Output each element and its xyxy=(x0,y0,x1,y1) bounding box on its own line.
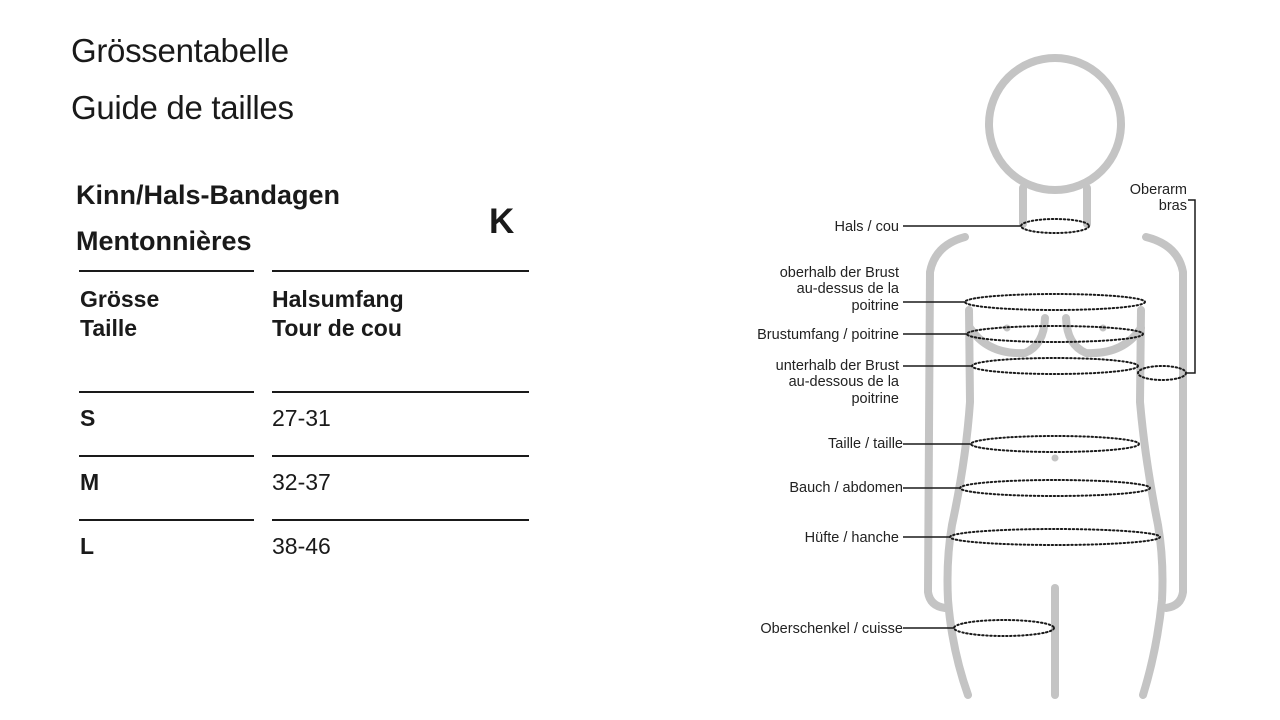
table-cell-range: 27-31 xyxy=(272,405,331,431)
label-above-bust-fr2: poitrine xyxy=(851,298,899,314)
label-under-bust-fr2: poitrine xyxy=(851,391,899,407)
table-cell-size: L xyxy=(80,533,95,559)
label-above-bust-de: oberhalb der Brust xyxy=(779,265,899,281)
product-name-fr: Mentonnières xyxy=(76,226,252,256)
label-hip: Hüfte / hanche xyxy=(804,530,899,546)
table-cell-range: 32-37 xyxy=(272,469,331,495)
body-silhouette xyxy=(928,58,1183,695)
label-above-bust-fr: au-dessus de la xyxy=(796,281,899,297)
label-neck: Hals / cou xyxy=(834,219,899,235)
label-belly: Bauch / abdomen xyxy=(789,480,903,496)
product-name-de: Kinn/Hals-Bandagen xyxy=(76,180,341,210)
table-cell-range: 38-46 xyxy=(272,533,331,559)
label-thigh: Oberschenkel / cuisse xyxy=(760,621,903,637)
measure-header-de: Halsumfang xyxy=(272,286,404,312)
size-header-de: Grösse xyxy=(80,286,160,312)
label-upper-arm-de: Oberarm xyxy=(1129,182,1187,198)
body-dots xyxy=(1004,325,1107,462)
measure-header-fr: Tour de cou xyxy=(272,315,402,341)
label-under-bust-de: unterhalb der Brust xyxy=(775,358,899,374)
label-bust: Brustumfang / poitrine xyxy=(757,327,899,343)
page-title-de: Grössentabelle xyxy=(71,32,289,69)
size-header-fr: Taille xyxy=(80,315,138,341)
table-cell-size: M xyxy=(80,469,100,495)
measurement-ellipses xyxy=(950,219,1186,636)
label-upper-arm-fr: bras xyxy=(1158,198,1187,214)
product-code: K xyxy=(489,202,515,241)
page-title-fr: Guide de tailles xyxy=(71,89,294,126)
label-waist: Taille / taille xyxy=(828,436,903,452)
table-cell-size: S xyxy=(80,405,96,431)
label-under-bust-fr: au-dessous de la xyxy=(788,374,899,390)
